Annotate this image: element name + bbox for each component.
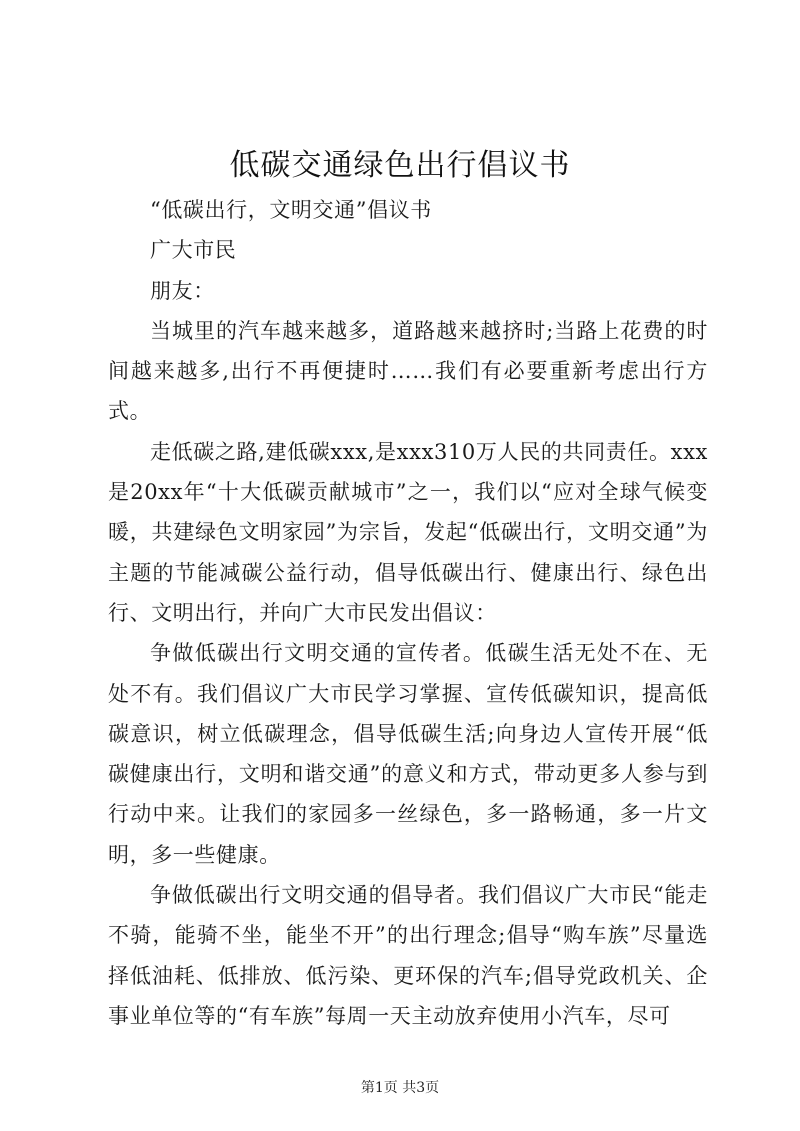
- document-title: 低碳交通绿色出行倡议书: [229, 148, 571, 183]
- paragraph-salutation-2: 朋友：: [150, 278, 215, 303]
- document-body: [108, 190, 708, 1036]
- paragraph-salutation-1: 广大市民: [150, 238, 237, 263]
- page-number-footer: 第1页 共3页: [360, 1080, 440, 1096]
- paragraph-body: 走低碳之路,建低碳xxx,是xxx310万人民的共同责任。xxx是20xx年“十大低碳贡献城市”之一，我们以“应对全球气候变暖，共建绿色文明家园”为宗旨，发起“低碳出行，文明交通”为主题的节能减碳公益行动，倡导低碳出行、健康出行、绿色出行、文明出行，并向广大市民发出倡议：: [108, 439, 708, 625]
- paragraph-body: 争做低碳出行文明交通的倡导者。我们倡议广大市民“能走不骑，能骑不坐，能坐不开”的出行理念;倡导“购车族”尽量选择低油耗、低排放、低污染、更环保的汽车;倡导党政机关、企事业单位等的“有车族”每周一天主动放弃使用小汽车，尽可: [108, 883, 708, 1028]
- paragraph-body: 当城里的汽车越来越多，道路越来越挤时;当路上花费的时间越来越多,出行不再便捷时……我们有必要重新考虑出行方式。: [108, 318, 708, 424]
- paragraph-body: 争做低碳出行文明交通的宣传者。低碳生活无处不在、无处不有。我们倡议广大市民学习掌握、宣传低碳知识，提高低碳意识，树立低碳理念，倡导低碳生活;向身边人宣传开展“低碳健康出行，文明和谐交通”的意义和方式，带动更多人参与到行动中来。让我们的家园多一丝绿色，多一路畅通，多一片文明，多一些健康。: [108, 641, 708, 867]
- paragraph-heading: “低碳出行，文明交通”倡议书: [150, 198, 432, 222]
